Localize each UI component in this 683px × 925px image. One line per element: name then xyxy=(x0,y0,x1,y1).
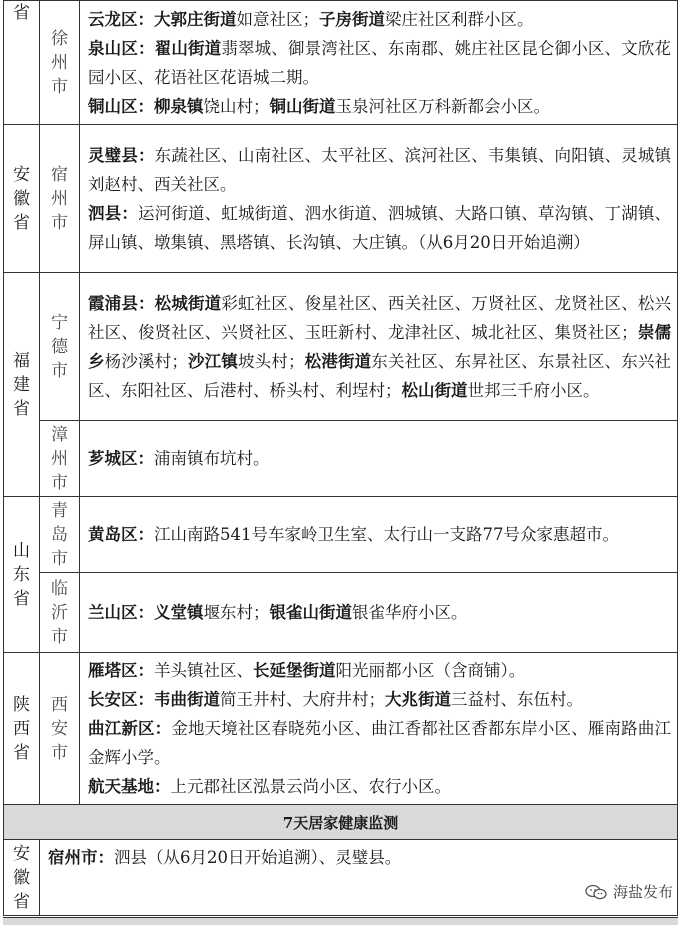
area-entry xyxy=(88,444,671,473)
area-name-bold: 云龙区： xyxy=(88,9,154,29)
province-cell-char: 福 xyxy=(13,350,30,371)
area-detail: 梁庄社区利群小区。 xyxy=(385,9,534,29)
area-name-bold: 兰山区： xyxy=(88,603,154,622)
area-entry xyxy=(88,598,671,627)
city-cell-char: 沂 xyxy=(51,602,68,623)
area-detail: 泗县（从6月20日开始追溯）、灵璧县。 xyxy=(114,848,402,867)
area-detail: 金地天境社区春晓苑小区、曲江香都社区香都东岸小区、雁南路曲江金辉小学。 xyxy=(88,719,672,767)
area-entry xyxy=(88,289,671,405)
city-cell-char: 西 xyxy=(51,694,68,715)
city-cell-char: 岛 xyxy=(51,524,68,545)
area-name-bold: 沙江镇 xyxy=(187,351,238,371)
city-cell-char: 市 xyxy=(51,626,68,647)
area-name-bold: 柳泉镇 xyxy=(154,96,204,116)
table-row xyxy=(4,273,678,421)
area-entry xyxy=(88,714,671,772)
area-detail: 翡翠城、御景湾社区、东南郡、姚庄社区昆仑御小区、文欣花园小区、花语社区花语城二期。 xyxy=(88,38,672,87)
province-cell-char: 山 xyxy=(13,540,30,561)
wechat-icon xyxy=(585,884,607,900)
section-header-row xyxy=(4,805,678,840)
city-cell-char: 市 xyxy=(51,548,68,569)
area-detail: 简王井村、大府井村； xyxy=(220,690,385,709)
areas-cell xyxy=(80,497,678,573)
areas-cell xyxy=(80,1,678,125)
province-cell xyxy=(4,497,40,653)
area-entry xyxy=(88,685,671,714)
area-detail: 饶山村； xyxy=(203,96,270,116)
area-name-bold: 长安区： xyxy=(88,690,154,709)
table-row xyxy=(4,573,678,653)
city-cell-char: 市 xyxy=(51,76,68,97)
area-entry xyxy=(88,141,671,199)
province-cell-char: 建 xyxy=(13,374,30,395)
area-list-table xyxy=(3,0,678,916)
area-entry xyxy=(88,92,671,121)
province-cell xyxy=(4,125,40,273)
area-name-bold: 铜山区： xyxy=(88,96,154,116)
province-cell-char: 省 xyxy=(13,742,30,763)
province-cell xyxy=(4,840,40,916)
city-cell xyxy=(40,497,80,573)
province-cell-char: 省 xyxy=(13,212,30,233)
area-name-bold: 松港街道 xyxy=(304,351,372,371)
area-name-bold: 崇儒乡 xyxy=(88,322,672,371)
area-entry xyxy=(88,5,671,34)
area-name-bold: 韦曲街道 xyxy=(154,690,220,709)
area-detail: 运河街道、虹城街道、泗水街道、泗城镇、大路口镇、草沟镇、丁湖镇、屏山镇、墩集镇、黑塔镇、长沟镇、大庄镇。（从6月20日开始追溯） xyxy=(88,203,672,252)
city-cell-char: 徐 xyxy=(51,28,68,49)
area-entry xyxy=(88,656,671,685)
areas-cell xyxy=(80,573,678,653)
city-cell-char: 临 xyxy=(51,578,68,599)
province-cell-char: 省 xyxy=(13,588,30,609)
section-title: 7天居家健康监测 xyxy=(4,805,678,840)
areas-cell xyxy=(40,840,678,916)
province-cell-char: 西 xyxy=(13,718,30,739)
table-row xyxy=(4,421,678,497)
area-detail: 如意社区； xyxy=(236,9,319,29)
area-name-bold: 义堂镇 xyxy=(154,603,204,622)
area-name-bold: 松城街道 xyxy=(154,293,222,313)
area-name-bold: 霞浦县： xyxy=(88,293,155,313)
city-cell xyxy=(40,125,80,273)
area-detail: 上元郡社区泓景云尚小区、农行小区。 xyxy=(170,777,451,796)
area-entry xyxy=(48,843,671,872)
area-detail: 杨沙溪村； xyxy=(104,351,188,371)
area-detail: 浦南镇布坑村。 xyxy=(154,449,270,468)
city-cell-char: 州 xyxy=(51,188,68,209)
area-name-bold: 曲江新区： xyxy=(88,719,172,738)
risk-area-table xyxy=(3,0,678,916)
province-cell-char: 陕 xyxy=(13,694,30,715)
area-detail: 彩虹社区、俊星社区、西关社区、万贤社区、龙贤社区、松兴社区、俊贤社区、兴贤社区、玉旺新村、龙津社区、城北社区、集贤社区； xyxy=(88,293,672,342)
city-cell-char: 青 xyxy=(51,500,68,521)
city-cell-char: 市 xyxy=(51,212,68,233)
city-cell xyxy=(40,421,80,497)
area-name-bold: 长延堡街道 xyxy=(253,661,336,680)
city-cell-char: 德 xyxy=(51,336,68,357)
city-cell-char: 宿 xyxy=(51,164,68,185)
province-cell-char: 东 xyxy=(13,564,30,585)
area-name-bold: 航天基地： xyxy=(88,777,171,796)
area-name-bold: 翟山街道 xyxy=(154,38,222,58)
area-detail: 世邦三千府小区。 xyxy=(467,380,600,400)
area-name-bold: 泉山区： xyxy=(88,38,155,58)
area-name-bold: 银雀山街道 xyxy=(269,603,352,622)
city-cell-char: 州 xyxy=(51,448,68,469)
area-detail: 堰东村； xyxy=(203,603,270,622)
city-cell xyxy=(40,273,80,421)
areas-cell xyxy=(80,125,678,273)
province-cell-char: 安 xyxy=(13,164,30,185)
province-cell-char: 徽 xyxy=(13,867,30,888)
province-cell xyxy=(4,1,40,125)
area-detail: 羊头镇社区、 xyxy=(154,661,253,680)
area-name-bold: 泗县： xyxy=(88,203,138,223)
city-cell-char: 市 xyxy=(51,360,68,381)
province-cell-char: 省 xyxy=(13,891,30,912)
area-name-bold: 芗城区： xyxy=(88,449,154,468)
areas-cell xyxy=(80,653,678,805)
area-entry xyxy=(88,199,671,257)
area-detail: 银雀华府小区。 xyxy=(352,603,468,622)
area-detail: 阳光丽都小区（含商铺）。 xyxy=(335,661,526,680)
table-row xyxy=(4,497,678,573)
area-name-bold: 大郭庄街道 xyxy=(154,9,237,29)
area-entry xyxy=(88,34,671,92)
area-name-bold: 松山街道 xyxy=(401,380,468,400)
area-name-bold: 铜山街道 xyxy=(269,96,336,116)
province-cell xyxy=(4,653,40,805)
city-cell-char: 漳 xyxy=(51,424,68,445)
table-row xyxy=(4,125,678,273)
table-row xyxy=(4,653,678,805)
table-row xyxy=(4,1,678,125)
city-cell xyxy=(40,653,80,805)
province-cell-char: 安 xyxy=(13,843,30,864)
areas-cell xyxy=(80,421,678,497)
city-cell-char: 州 xyxy=(51,52,68,73)
province-cell-char: 省 xyxy=(13,3,30,23)
province-cell-char: 省 xyxy=(13,398,30,419)
area-name-bold: 宿州市： xyxy=(48,848,114,867)
watermark-label: 海盐发布 xyxy=(612,883,673,901)
province-cell-char: 徽 xyxy=(13,188,30,209)
area-detail: 玉泉河社区万科新都会小区。 xyxy=(335,96,550,116)
city-cell xyxy=(40,573,80,653)
area-name-bold: 子房街道 xyxy=(319,9,385,29)
area-detail: 东蔬社区、山南社区、太平社区、滨河社区、韦集镇、向阳镇、灵城镇刘赵村、西关社区。 xyxy=(88,145,672,194)
watermark xyxy=(585,881,673,902)
area-name-bold: 黄岛区： xyxy=(88,525,154,544)
area-name-bold: 雁塔区： xyxy=(88,661,154,680)
areas-cell xyxy=(80,273,678,421)
area-entry xyxy=(88,520,671,549)
city-cell-char: 安 xyxy=(51,718,68,739)
area-entry xyxy=(88,772,671,801)
area-detail: 三益村、东伍村。 xyxy=(451,690,583,709)
area-detail: 江山南路541号车家岭卫生室、太行山一支路77号众家惠超市。 xyxy=(154,525,619,544)
city-cell-char: 市 xyxy=(51,472,68,493)
city-cell-char: 市 xyxy=(51,742,68,763)
city-cell xyxy=(40,1,80,125)
area-name-bold: 大兆街道 xyxy=(385,690,451,709)
area-detail: 坡头村； xyxy=(237,351,305,371)
area-name-bold: 灵璧县： xyxy=(88,145,155,165)
city-cell-char: 宁 xyxy=(51,312,68,333)
table-row xyxy=(4,840,678,916)
province-cell xyxy=(4,273,40,497)
area-detail: 东关社区、东昇社区、东景社区、东兴社区、东阳社区、后港村、桥头村、利埕村； xyxy=(88,351,672,400)
